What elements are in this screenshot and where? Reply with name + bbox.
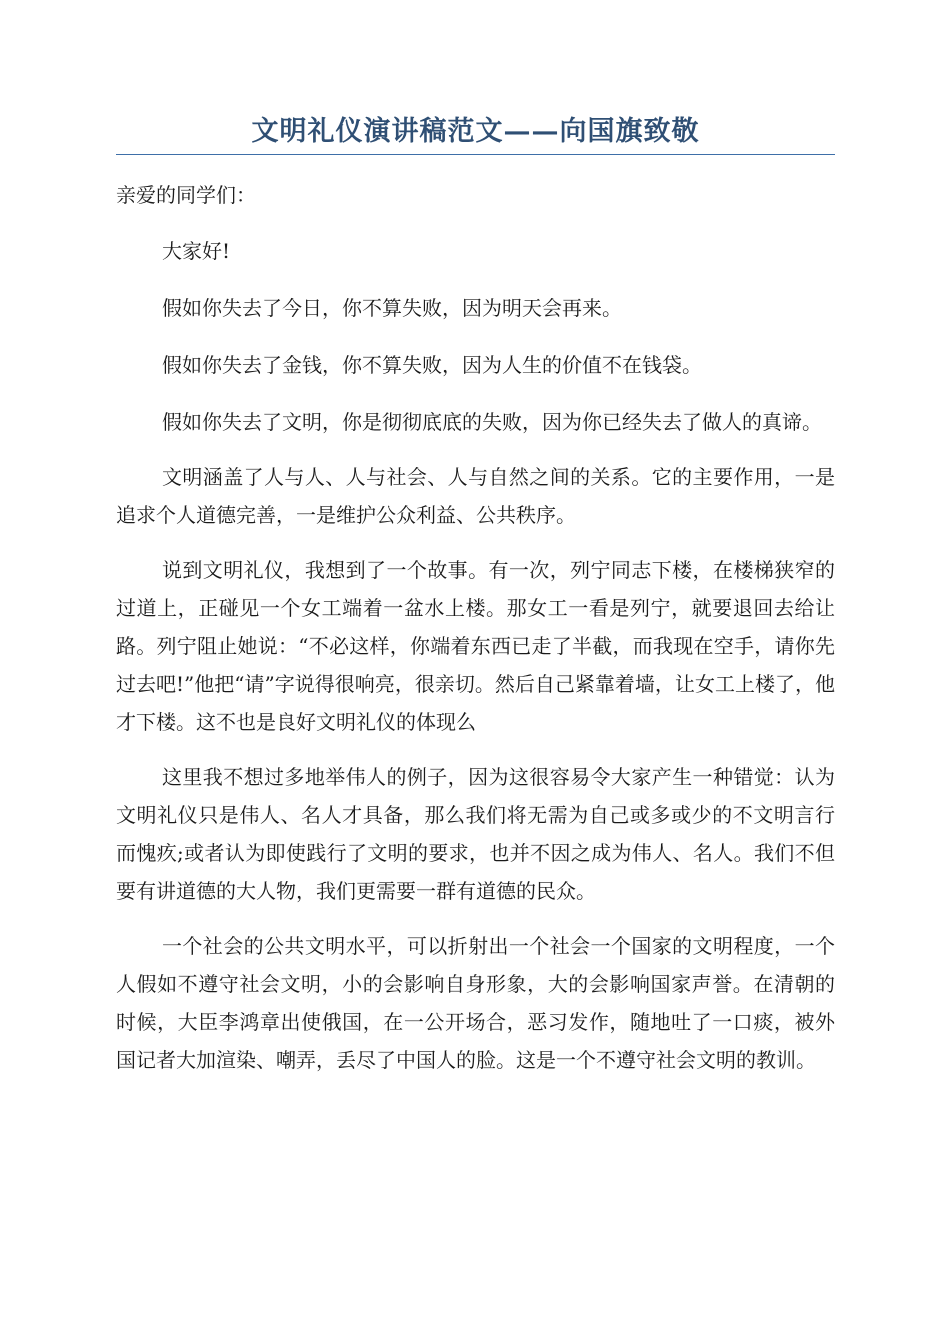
document-page — [116, 112, 835, 1096]
paragraph: 一个社会的公共文明水平，可以折射出一个社会一个国家的文明程度，一个人假如不遵守社会文明，小的会影响自身形象，大的会影响国家声誉。在清朝的时候，大臣李鸿章出使俄国，在一公开场合，恶习发作，随地吐了一口痰，被外国记者大加渲染、嘲弄，丢尽了中国人的脸。这是一个不遵守社会文明的教训。 — [116, 934, 835, 1072]
paragraph: 文明涵盖了人与人、人与社会、人与自然之间的关系。它的主要作用，一是追求个人道德完善，一是维护公众利益、公共秩序。 — [116, 465, 835, 527]
title-underline — [116, 154, 835, 155]
salutation: 亲爱的同学们： — [116, 183, 256, 207]
paragraph: 假如你失去了文明，你是彻彻底底的失败，因为你已经失去了做人的真谛。 — [162, 410, 822, 434]
paragraph: 假如你失去了今日，你不算失败，因为明天会再来。 — [162, 296, 622, 320]
paragraph: 假如你失去了金钱，你不算失败，因为人生的价值不在钱袋。 — [162, 353, 702, 377]
document-title: 文明礼仪演讲稿范文——向国旗致敬 — [251, 116, 700, 147]
paragraph: 说到文明礼仪，我想到了一个故事。有一次，列宁同志下楼，在楼梯狭窄的过道上，正碰见一个女工端着一盆水上楼。那女工一看是列宁，就要退回去给让路。列宁阻止她说：“不必这样，你端着东西已走了半截，而我现在空手，请你先过去吧!”他把“请”字说得很响亮，很亲切。然后自己紧靠着墙，让女工上楼了，他才下楼。这不也是良好文明礼仪的体现么 — [116, 558, 835, 734]
paragraph-greeting: 大家好! — [162, 239, 231, 263]
paragraph: 这里我不想过多地举伟人的例子，因为这很容易令大家产生一种错觉：认为文明礼仪只是伟人、名人才具备，那么我们将无需为自己或多或少的不文明言行而愧疚;或者认为即使践行了文明的要求，也并不因之成为伟人、名人。我们不但要有讲道德的大人物，我们更需要一群有道德的民众。 — [116, 765, 835, 903]
